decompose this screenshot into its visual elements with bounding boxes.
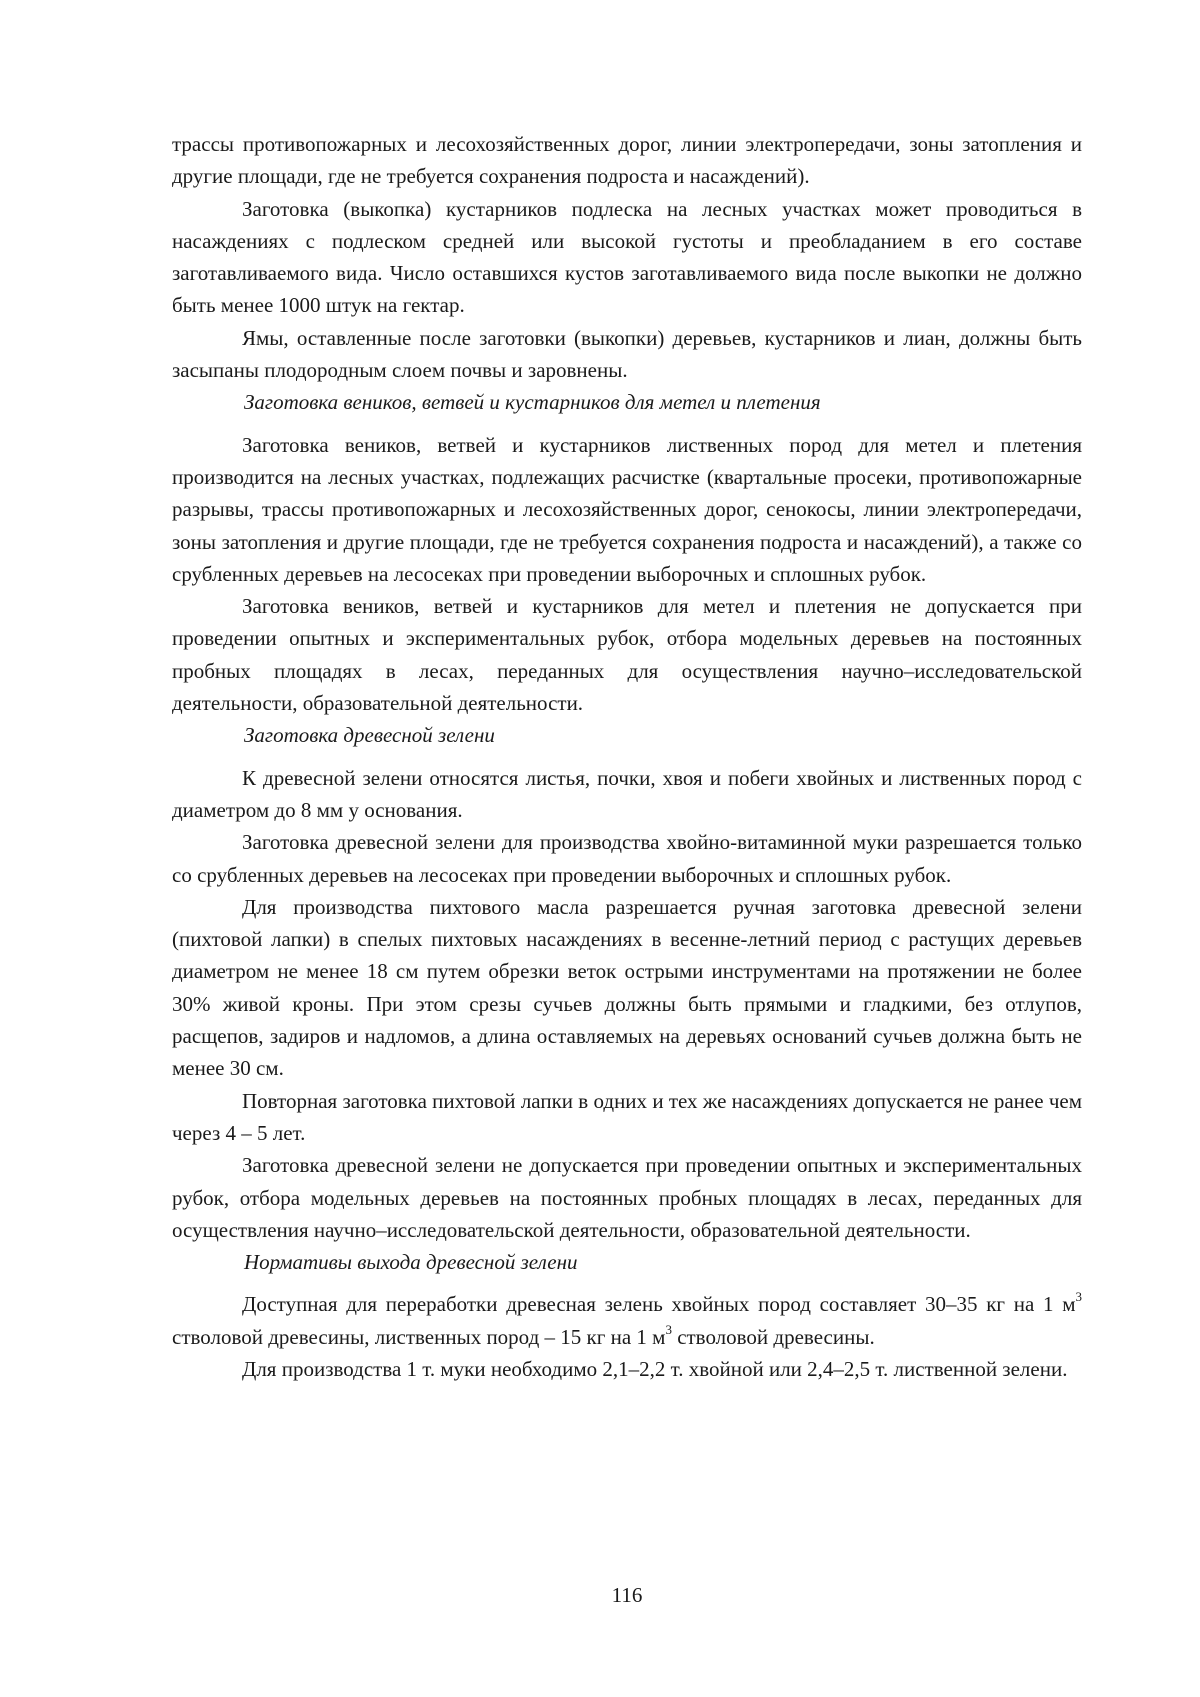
section-heading: Заготовка веников, ветвей и кустарников для метел и плетения: [244, 390, 821, 415]
paragraph: Для производства 1 т. муки необходимо 2,1–2,2 т. хвойной или 2,4–2,5 т. лиственной зелени.: [242, 1356, 1068, 1381]
section-heading: Заготовка древесной зелени: [244, 723, 495, 748]
superscript: 3: [665, 1321, 672, 1337]
paragraph: К древесной зелени относятся листья, почки, хвоя и побеги хвойных и лиственных пород с диаметром до 8 мм у основания.: [172, 765, 1082, 822]
paragraph: Заготовка древесной зелени не допускается при проведении опытных и экспериментальных рубок, отбора модельных деревьев на постоянных пробных площадях в лесах, переданных для осуществления научно–исследовательской деятельности, образовательной деятельности.: [172, 1153, 1082, 1242]
section-heading: Нормативы выхода древесной зелени: [244, 1250, 578, 1275]
paragraph: Заготовка веников, ветвей и кустарников для метел и плетения не допускается при проведении опытных и экспериментальных рубок, отбора модельных деревьев на постоянных пробных площадях в лесах, переданных для осуществления научно–исследовательской деятельности, образовательной деятельности.: [172, 594, 1082, 716]
paragraph: [172, 1288, 1082, 1353]
text-run: Доступная для переработки древесная зелень хвойных пород составляет 30–35 кг на 1 м: [242, 1292, 1076, 1317]
paragraph: Заготовка древесной зелени для производства хвойно-витаминной муки разрешается только со срубленных деревьев на лесосеках при проведении выборочных и сплошных рубок.: [172, 830, 1082, 887]
paragraph: Заготовка веников, ветвей и кустарников лиственных пород для метел и плетения производится на лесных участках, подлежащих расчистке (квартальные просеки, противопожарные разрывы, трассы противопожарных и лесохозяйственных дорог, сенокосы, линии электропередачи, зоны затопления и другие площади, где не требуется сохранения подроста и насаждений), а также со срубленных деревьев на лесосеках при проведении выборочных и сплошных рубок.: [172, 432, 1082, 586]
superscript: 3: [1075, 1289, 1082, 1305]
paragraph: Повторная заготовка пихтовой лапки в одних и тех же насаждениях допускается не ранее чем через 4 – 5 лет.: [172, 1088, 1082, 1145]
paragraph: трассы противопожарных и лесохозяйственных дорог, линии электропередачи, зоны затопления и другие площади, где не требуется сохранения подроста и насаждений).: [172, 132, 1082, 189]
text-run: стволовой древесины, лиственных пород – 15 кг на 1 м: [172, 1324, 666, 1349]
page-number: 116: [611, 1583, 643, 1607]
paragraph: Для производства пихтового масла разрешается ручная заготовка древесной зелени (пихтовой лапки) в спелых пихтовых насаждениях в весенне-летний период с растущих деревьев диаметром не менее 18 см путем обрезки веток острыми инструментами на протяжении не более 30% живой кроны. При этом срезы сучьев должны быть прямыми и гладкими, без отлупов, расщепов, задиров и надломов, а длина оставляемых на деревьях оснований сучьев должна быть не менее 30 см.: [172, 894, 1082, 1081]
paragraph: Заготовка (выкопка) кустарников подлеска на лесных участках может проводиться в насаждениях с подлеском средней или высокой густоты и преобладанием в его составе заготавливаемого вида. Число оставшихся кустов заготавливаемого вида после выкопки не должно быть менее 1000 штук на гектар.: [172, 196, 1082, 318]
paragraph: Ямы, оставленные после заготовки (выкопки) деревьев, кустарников и лиан, должны быть засыпаны плодородным слоем почвы и заровнены.: [172, 325, 1082, 383]
document-page: [172, 128, 1082, 1385]
text-run: стволовой древесины.: [671, 1324, 875, 1349]
